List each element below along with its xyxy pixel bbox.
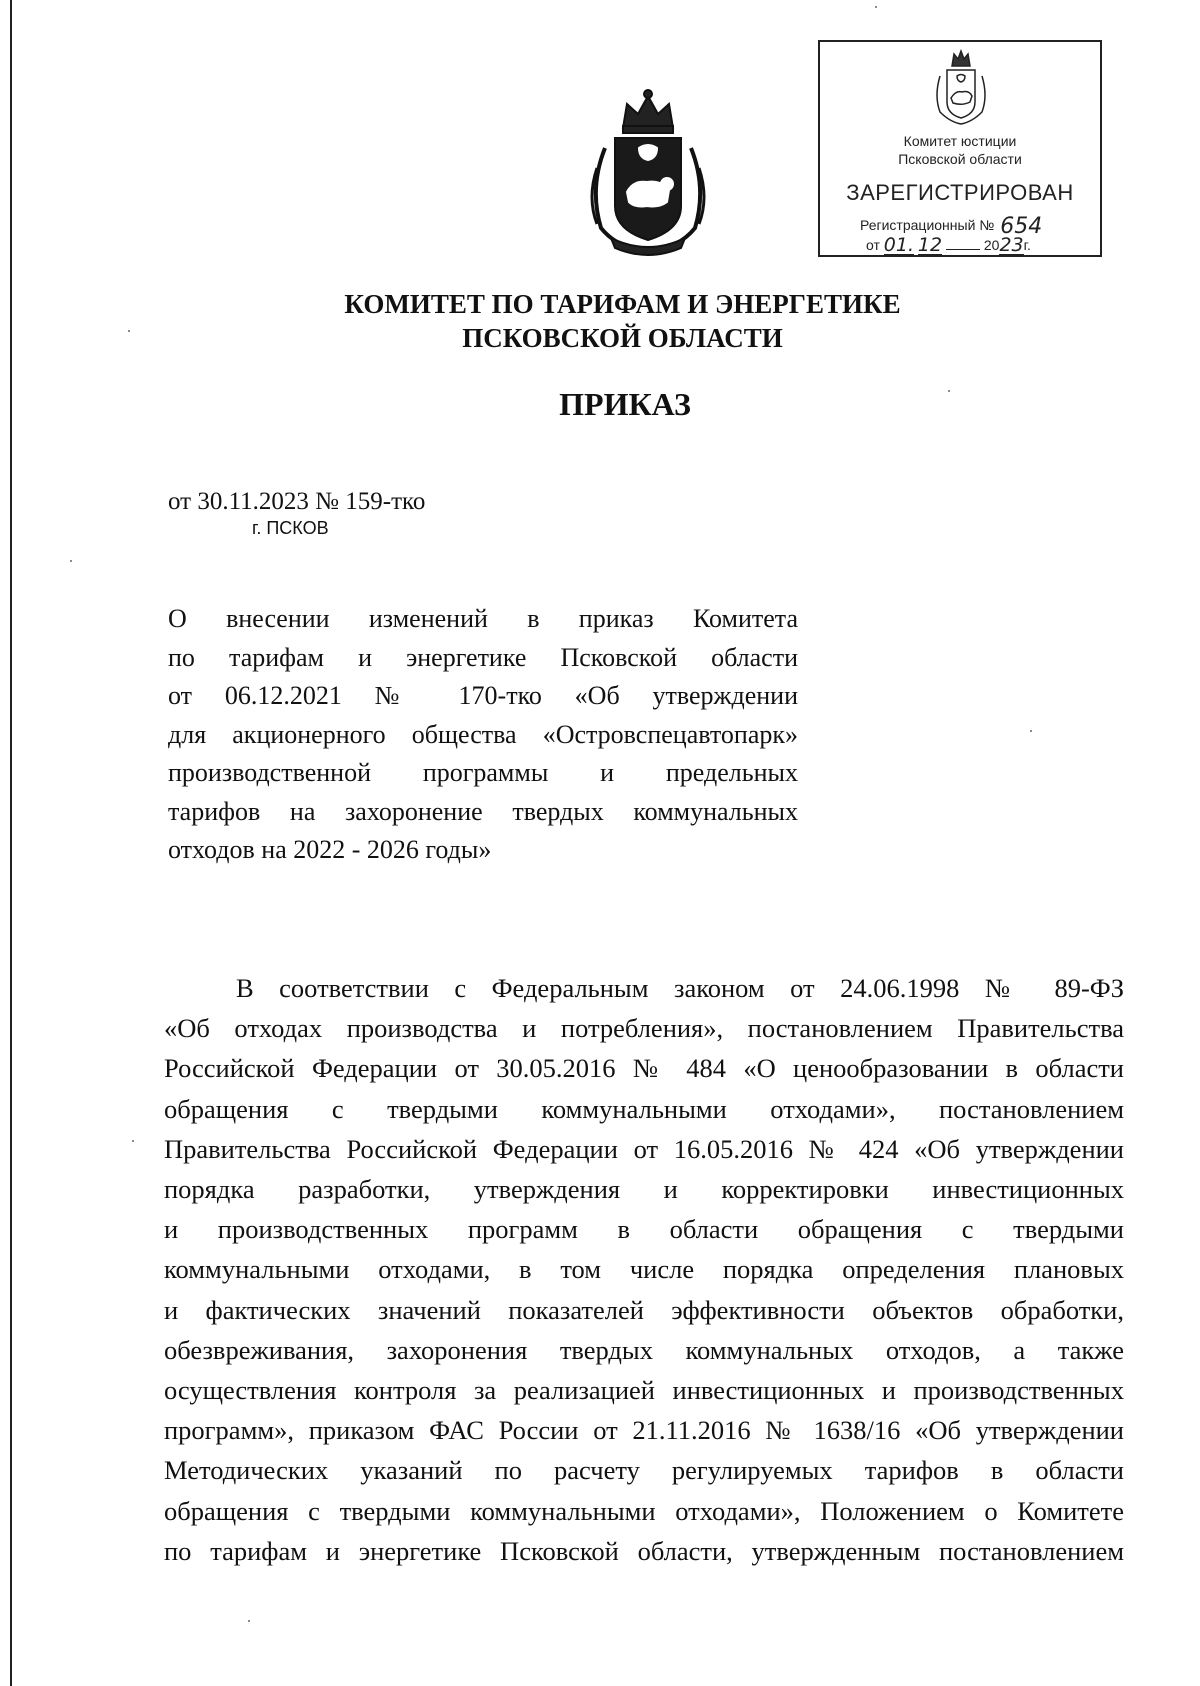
org-title-line1: КОМИТЕТ ПО ТАРИФАМ И ЭНЕРГЕТИКЕ [344,289,901,319]
body-line: программ», приказом ФАС России от 21.11.2016 № 1638/16 «Об утверждении [164,1415,1124,1446]
body-line: обращения с твердыми коммунальными отходами», Положением о Комитете [164,1495,1124,1526]
body-line: и фактических значений показателей эффективности объектов обработки, [164,1294,1124,1325]
scan-speckle [1030,730,1032,732]
subject-line: по тарифам и энергетике Псковской области [168,642,798,672]
registration-stamp [818,40,1102,257]
body-line: «Об отходах производства и потребления», постановлением Правительства [164,1013,1124,1044]
scan-speckle [875,6,877,8]
body-line: обезвреживания, захоронения твердых коммунальных отходов, а также [164,1334,1124,1365]
stamp-org-line2: Псковской области [898,151,1022,167]
coat-of-arms-icon [583,88,713,260]
order-subject [168,600,798,870]
page-left-edge [10,0,12,1686]
stamp-date-year-prefix: 20 [983,237,1000,253]
subject-line: производственной программы и предельных [168,758,798,787]
stamp-date-day: 01. [883,234,914,256]
stamp-registration-date [866,236,1031,255]
subject-line: О внесении изменений в приказ Комитета [168,604,798,633]
org-title-line2: ПСКОВСКОЙ ОБЛАСТИ [462,323,783,353]
document-type: ПРИКАЗ [559,386,691,422]
body-line: по тарифам и энергетике Псковской области, утвержденным постановлением [164,1535,1124,1566]
scan-speckle [128,330,130,332]
body-line: Правительства Российской Федерации от 16.05.2016 № 424 «Об утверждении [164,1133,1124,1164]
order-body [164,968,1124,1571]
order-date-number: от 30.11.2023 № 159-тко [168,488,426,515]
scan-speckle [70,560,72,562]
stamp-date-suffix: г. [1023,237,1031,253]
scan-speckle [248,1620,250,1622]
subject-line: отходов на 2022 - 2026 годы» [168,835,492,864]
stamp-status: ЗАРЕГИСТРИРОВАН [846,180,1074,205]
scan-speckle [948,390,950,392]
subject-line: для акционерного общества «Островспецавтопарк» [168,719,798,749]
body-line: Методических указаний по расчету регулируемых тарифов в области [164,1455,1124,1486]
stamp-reg-label: Регистрационный № [860,217,995,233]
body-line: и производственных программ в области обращения с твердыми [164,1214,1124,1245]
stamp-reg-number: 654 [1000,214,1043,239]
stamp-org-line1: Комитет юстиции [903,133,1017,149]
subject-line: тарифов на захоронение твердых коммунальных [168,796,798,826]
scan-speckle [132,1140,134,1142]
body-line: порядка разработки, утверждения и корректировки инвестиционных [164,1174,1124,1205]
order-city: г. ПСКОВ [252,518,329,538]
body-line: коммунальными отходами, в том числе порядка определения плановых [164,1254,1124,1285]
body-line: осуществления контроля за реализацией инвестиционных и производственных [164,1375,1124,1406]
stamp-emblem-icon [932,48,990,128]
body-line: Российской Федерации от 30.05.2016 № 484 «О ценообразовании в области [164,1053,1124,1084]
body-line: В соответствии с Федеральным законом от 24.06.1998 № 89-ФЗ [236,973,1124,1003]
subject-line: от 06.12.2021 № 170-тко «Об утверждении [168,681,798,710]
body-line: обращения с твердыми коммунальными отходами», постановлением [164,1093,1124,1124]
stamp-date-year: 23 [999,234,1024,256]
stamp-date-month: 12 [917,234,943,256]
stamp-date-underline [946,249,980,250]
stamp-date-prefix: от [866,237,880,253]
